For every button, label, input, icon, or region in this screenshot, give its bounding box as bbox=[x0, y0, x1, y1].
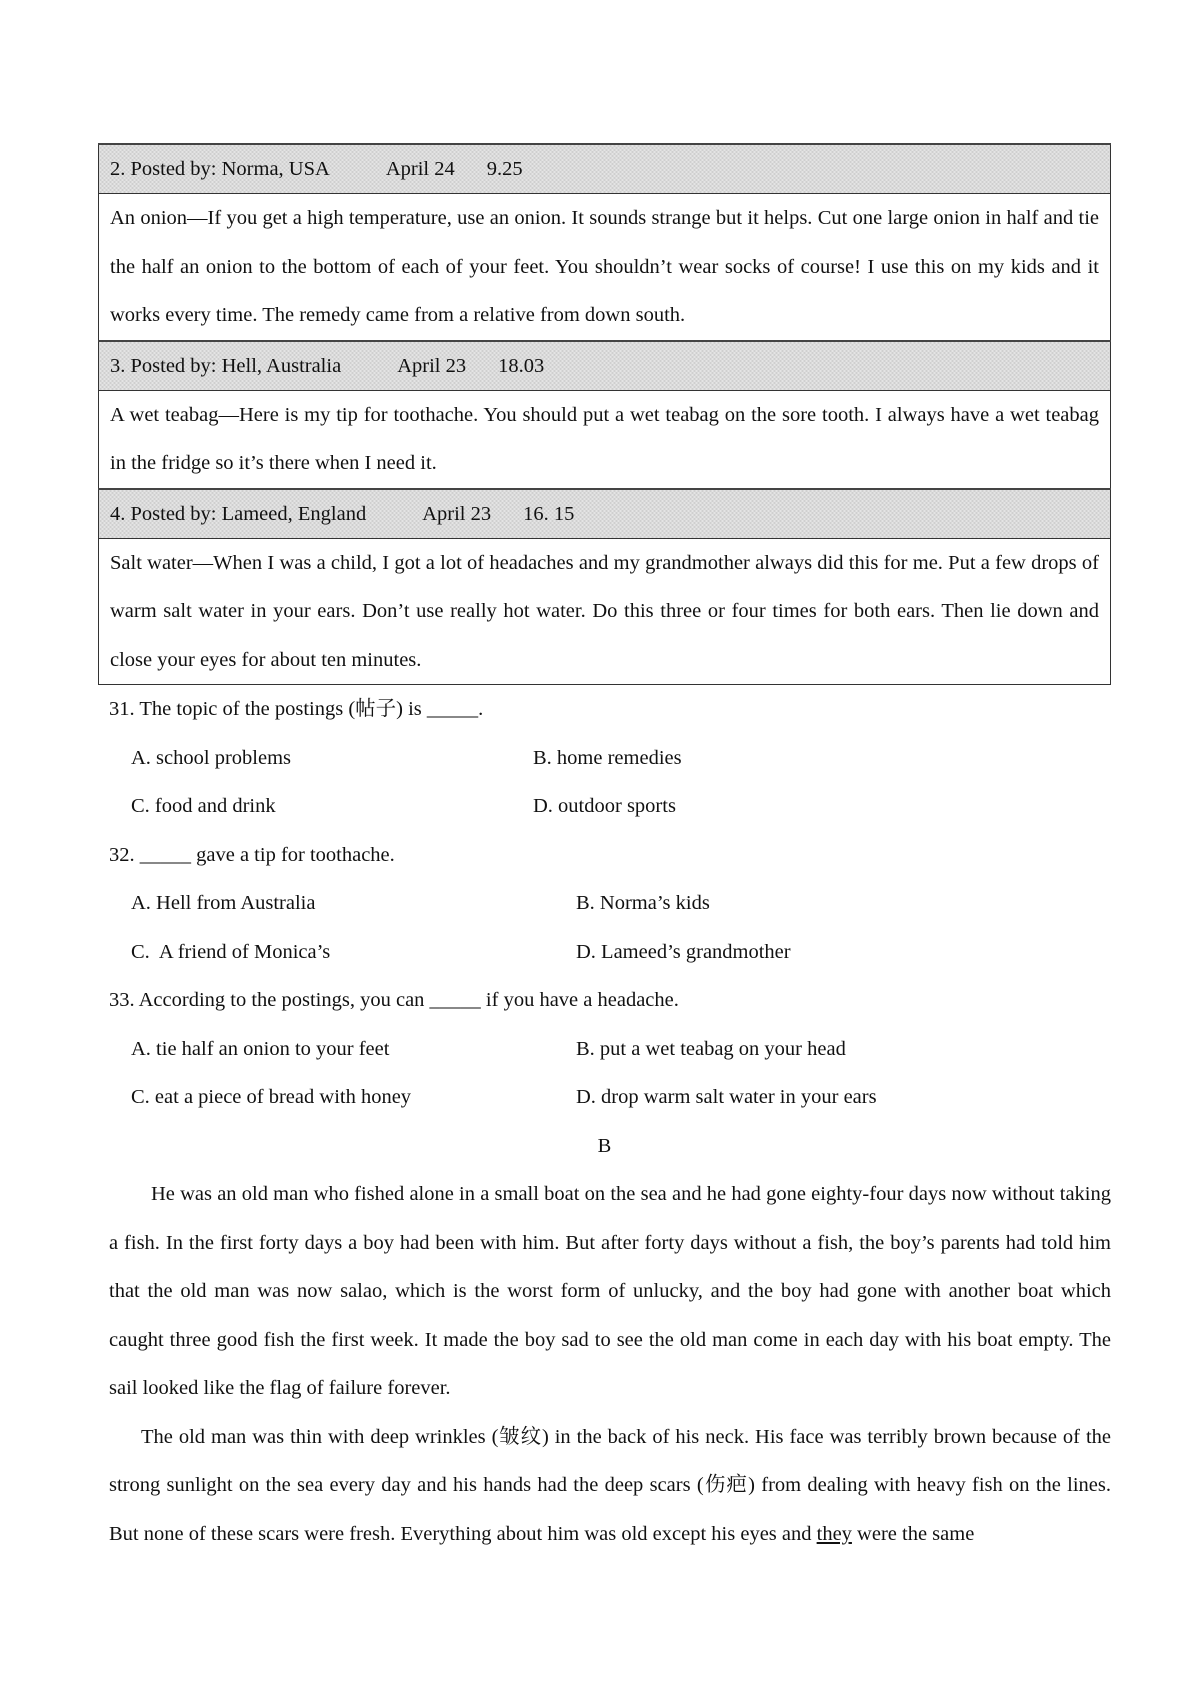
posting-body-row bbox=[99, 390, 1111, 489]
posting-header-row bbox=[99, 341, 1111, 391]
poster-name: 3. Posted by: Hell, Australia bbox=[110, 354, 342, 377]
option-a: A. tie half an onion to your feet bbox=[131, 1037, 390, 1060]
posting-body: A wet teabag—Here is my tip for toothache. You should put a wet teabag on the sore tooth. I always have a wet teabag in the fridge so it’s there when I need it. bbox=[99, 390, 1111, 489]
question-stem: 31. The topic of the postings (帖子) is _____. bbox=[109, 698, 484, 720]
post-date: April 23 bbox=[397, 354, 467, 377]
option-row bbox=[98, 782, 1111, 831]
option-row bbox=[98, 928, 1111, 977]
option-c: C. eat a piece of bread with honey bbox=[131, 1086, 412, 1108]
option-row bbox=[98, 734, 1111, 783]
option-row bbox=[98, 1073, 1111, 1122]
section-title: B bbox=[597, 1134, 612, 1157]
posting-body: Salt water—When I was a child, I got a lot of headaches and my grandmother always did this for me. Put a few drops of warm salt water in your ears. Don’t use really hot water. Do this three or four times for both ears. Then lie down and close your eyes for about ten minutes. bbox=[99, 538, 1111, 685]
posting-header-row bbox=[99, 489, 1111, 539]
underlined-word: they bbox=[816, 1522, 852, 1545]
option-b: B. put a wet teabag on your head bbox=[576, 1037, 846, 1060]
poster-name: 4. Posted by: Lameed, England bbox=[110, 502, 367, 525]
posting-body-row bbox=[99, 194, 1111, 341]
option-b: B. Norma’s kids bbox=[576, 892, 710, 914]
option-a: A. Hell from Australia bbox=[131, 892, 316, 914]
question-32 bbox=[98, 831, 1111, 977]
post-date: April 23 bbox=[422, 502, 492, 525]
option-d: D. Lameed’s grandmother bbox=[576, 940, 791, 963]
option-row bbox=[98, 1025, 1111, 1074]
question-33 bbox=[98, 976, 1111, 1122]
paragraph-text: The old man was thin with deep wrinkles (皱纹) in the back of his neck. His face was terribly brown because of the strong sunlight on the sea every day and his hands had the deep scars (伤疤) from dealing with heavy fish on the lines. But none of these scars were fresh. Everything about him was old except his eyes and bbox=[109, 1425, 1111, 1545]
option-b: B. home remedies bbox=[533, 746, 682, 769]
post-time: 18.03 bbox=[498, 354, 545, 377]
posting-header bbox=[99, 341, 1111, 391]
option-c: C. A friend of Monica’s bbox=[131, 940, 331, 963]
option-row bbox=[98, 879, 1111, 928]
post-time: 16. 15 bbox=[523, 502, 575, 525]
posting-header bbox=[99, 489, 1111, 539]
posting-body: An onion—If you get a high temperature, use an onion. It sounds strange but it helps. Cut one large onion in half and tie the half an onion to the bottom of each of your feet. You shouldn’t wear socks of course! I use this on my kids and it works every time. The remedy came from a relative from down south. bbox=[99, 194, 1111, 341]
posting-body-row bbox=[99, 538, 1111, 685]
post-date: April 24 bbox=[385, 158, 455, 180]
posting-header-row bbox=[99, 144, 1111, 194]
posting-header bbox=[99, 144, 1111, 194]
poster-name: 2. Posted by: Norma, USA bbox=[110, 158, 330, 180]
option-c: C. food and drink bbox=[131, 795, 276, 817]
option-a: A. school problems bbox=[131, 746, 291, 769]
option-d: D. drop warm salt water in your ears bbox=[576, 1086, 877, 1108]
option-d: D. outdoor sports bbox=[533, 795, 676, 817]
post-time: 9.25 bbox=[486, 158, 523, 180]
question-stem: 32. _____ gave a tip for toothache. bbox=[109, 843, 395, 866]
paragraph-text: were the same bbox=[851, 1522, 975, 1545]
passage-paragraph-1 bbox=[98, 1170, 1111, 1413]
passage-paragraph-2 bbox=[98, 1413, 1111, 1559]
document-page bbox=[98, 143, 1111, 1558]
question-31 bbox=[98, 685, 1111, 831]
paragraph-text: He was an old man who fished alone in a small boat on the sea and he had gone eighty-four days now without taking a fish. In the first forty days a boy had been with him. But after forty days without a fish, the boy’s parents had told him that the old man was now salao, which is the worst form of unlucky, and the boy had gone with another boat which caught three good fish the first week. It made the boy sad to see the old man come in each day with his boat empty. The sail looked like the flag of failure forever. bbox=[109, 1183, 1111, 1399]
question-stem: 33. According to the postings, you can _____ if you have a headache. bbox=[109, 989, 679, 1011]
postings-table bbox=[98, 143, 1111, 685]
